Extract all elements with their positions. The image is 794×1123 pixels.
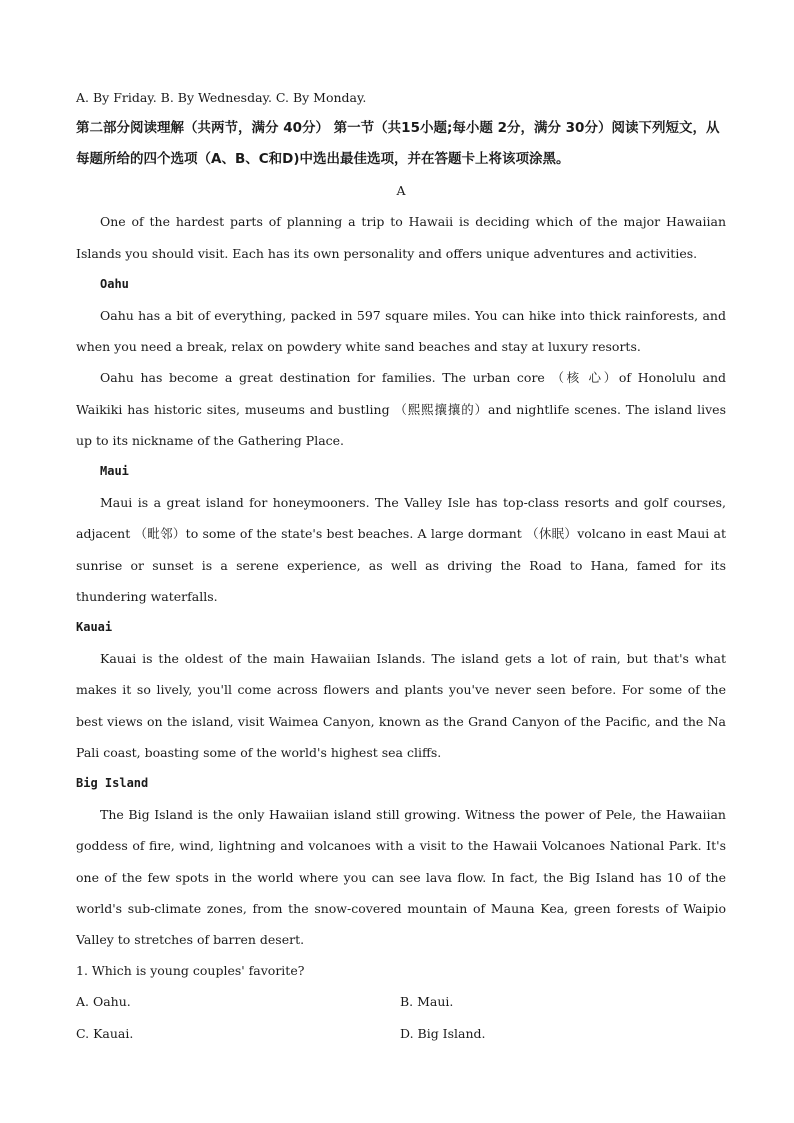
option-b: B. Maui.	[400, 994, 454, 1010]
passage-intro: One of the hardest parts of planning a trip to Hawaii is deciding which of the major Hawaiian Islands you should visit. Each has its own personality and offers unique adventures and activities.	[76, 214, 726, 261]
island-heading-maui: Maui	[100, 464, 129, 479]
section-heading: 第二部分阅读理解（共两节，满分 40分） 第一节（共15小题;每小题 2分，满分 30分）阅读下列短文，从每题所给的四个选项（A、B、C和D)中选出最佳选项，并在答题卡上将该项涂黑。	[76, 120, 720, 168]
kauai-paragraph: Kauai is the oldest of the main Hawaiian Islands. The island gets a lot of rain, but that's what makes it so lively, you'll come across flowers and plants you've never seen before. For some of the best views on the island, visit Waimea Canyon, known as the Grand Canyon of the Pacific, and the Na Pali coast, boasting some of the world's highest sea cliffs.	[76, 651, 726, 760]
option-d: D. Big Island.	[400, 1025, 486, 1041]
option-a: A. Oahu.	[76, 994, 131, 1010]
oahu-paragraph-2: Oahu has become a great destination for families. The urban core （核 心）of Honolulu and Waikiki has historic sites, museums and bustling （熙熙攘攘的）and nightlife scenes. The island lives up to its nickname of the Gathering Place.	[76, 370, 726, 448]
question-stem: 1. Which is young couples' favorite?	[76, 963, 305, 979]
option-c: C. Kauai.	[76, 1025, 134, 1041]
island-heading-kauai: Kauai	[76, 620, 113, 635]
question-options-row-2	[76, 1018, 726, 1049]
maui-paragraph: Maui is a great island for honeymooners. The Valley Isle has top-class resorts and golf courses, adjacent （毗邻）to some of the state's best beaches. A large dormant （休眠）volcano in east Maui at sunrise or sunset is a serene experience, as well as driving the Road to Hana, famed for its thundering waterfalls.	[76, 495, 726, 604]
island-heading-big-island: Big Island	[76, 776, 149, 791]
passage-label: A	[396, 183, 406, 199]
oahu-paragraph-1: Oahu has a bit of everything, packed in 597 square miles. You can hike into thick rainforests, and when you need a break, relax on powdery white sand beaches and stay at luxury resorts.	[76, 308, 726, 355]
question-options-row-1	[76, 986, 726, 1017]
previous-answer-options: A. By Friday. B. By Wednesday. C. By Monday.	[76, 90, 367, 105]
island-heading-oahu: Oahu	[100, 276, 129, 291]
big-island-paragraph: The Big Island is the only Hawaiian island still growing. Witness the power of Pele, the Hawaiian goddess of fire, wind, lightning and volcanoes with a visit to the Hawaii Volcanoes National Park. It's one of the few spots in the world where you can see lava flow. In fact, the Big Island has 10 of the world's sub-climate zones, from the snow-covered mountain of Mauna Kea, green forests of Waipio Valley to stretches of barren desert.	[76, 807, 726, 948]
